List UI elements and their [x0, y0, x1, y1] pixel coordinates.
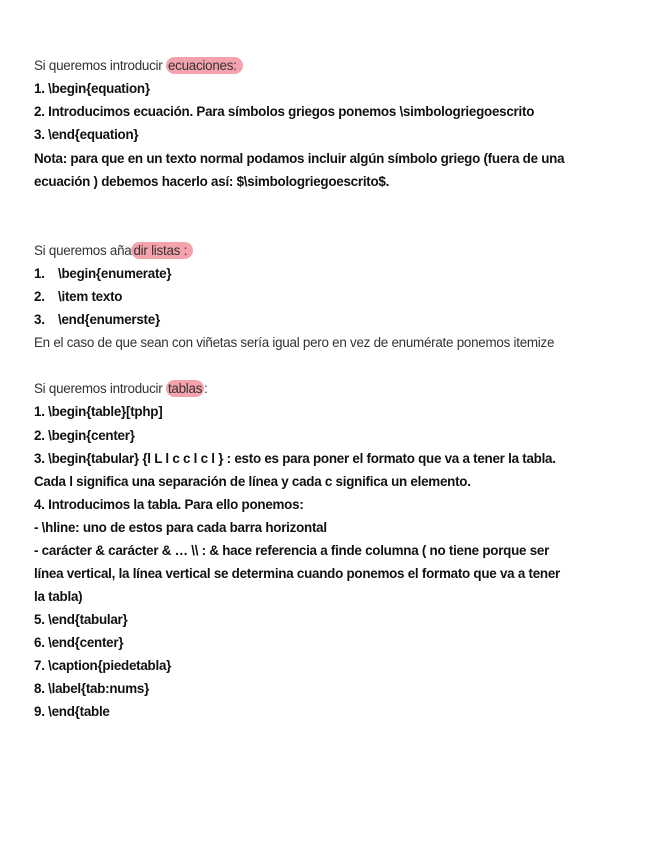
listas-item-3 [34, 311, 160, 329]
tablas-line-5: 4. Introducimos la tabla. Para ello ponemos: [34, 497, 304, 512]
tablas-line-10: 5. \end{tabular} [34, 612, 128, 627]
listas-note: En el caso de que sean con viñetas sería igual pero en vez de enumérate ponemos itemize [34, 335, 555, 350]
tablas-line-12: 7. \caption{piedetabla} [34, 658, 172, 673]
tablas-intro-suffix: : [204, 381, 208, 396]
ecuaciones-step-2: 2. Introducimos ecuación. Para símbolos griegos ponemos \simbologriegoescrito [34, 104, 535, 119]
ecuaciones-note-line-1: Nota: para que en un texto normal podamos incluir algún símbolo griego (fuera de una [34, 151, 565, 166]
ecuaciones-intro [34, 57, 243, 75]
tablas-line-8: línea vertical, la línea vertical se determina cuando ponemos el formato que va a tener [34, 566, 560, 581]
ecuaciones-note-line-2: ecuación ) debemos hacerlo así: $\simbologriegoescrito$. [34, 174, 390, 189]
tablas-highlight: tablas [167, 381, 203, 396]
ecuaciones-step-1: 1. \begin{equation} [34, 81, 150, 96]
tablas-line-1: 1. \begin{table}[tphp] [34, 404, 163, 419]
list-number: 2. [34, 289, 45, 304]
tablas-line-7: - carácter & carácter & … \\ : & hace referencia a finde columna ( no tiene porque ser [34, 543, 550, 558]
ecuaciones-step-3: 3. \end{equation} [34, 127, 139, 142]
tablas-line-11: 6. \end{center} [34, 635, 124, 650]
ecuaciones-intro-prefix: Si queremos introducir [34, 58, 166, 73]
tablas-line-6: - \hline: uno de estos para cada barra horizontal [34, 520, 327, 535]
tablas-intro [34, 380, 208, 398]
listas-intro-prefix: Si queremos aña [34, 243, 132, 258]
ecuaciones-highlight: ecuaciones: [166, 57, 243, 74]
tablas-line-4: Cada l significa una separación de línea y cada c significa un elemento. [34, 474, 471, 489]
list-text: \item texto [58, 289, 123, 304]
tablas-line-13: 8. \label{tab:nums} [34, 681, 150, 696]
list-text: \begin{enumerate} [58, 266, 172, 281]
listas-intro [34, 242, 193, 260]
list-number: 3. [34, 312, 45, 327]
list-number: 1. [34, 266, 45, 281]
tablas-line-2: 2. \begin{center} [34, 428, 135, 443]
tablas-line-14: 9. \end{table [34, 704, 110, 719]
list-text: \end{enumerste} [58, 312, 160, 327]
listas-item-2 [34, 288, 122, 306]
listas-item-1 [34, 265, 171, 283]
listas-highlight: dir listas : [131, 242, 193, 259]
tablas-intro-prefix: Si queremos introducir [34, 381, 166, 396]
tablas-line-3: 3. \begin{tabular} {l L l c c l c l } : esto es para poner el formato que va a tener la tabla. [34, 451, 556, 466]
tablas-line-9: la tabla) [34, 589, 83, 604]
